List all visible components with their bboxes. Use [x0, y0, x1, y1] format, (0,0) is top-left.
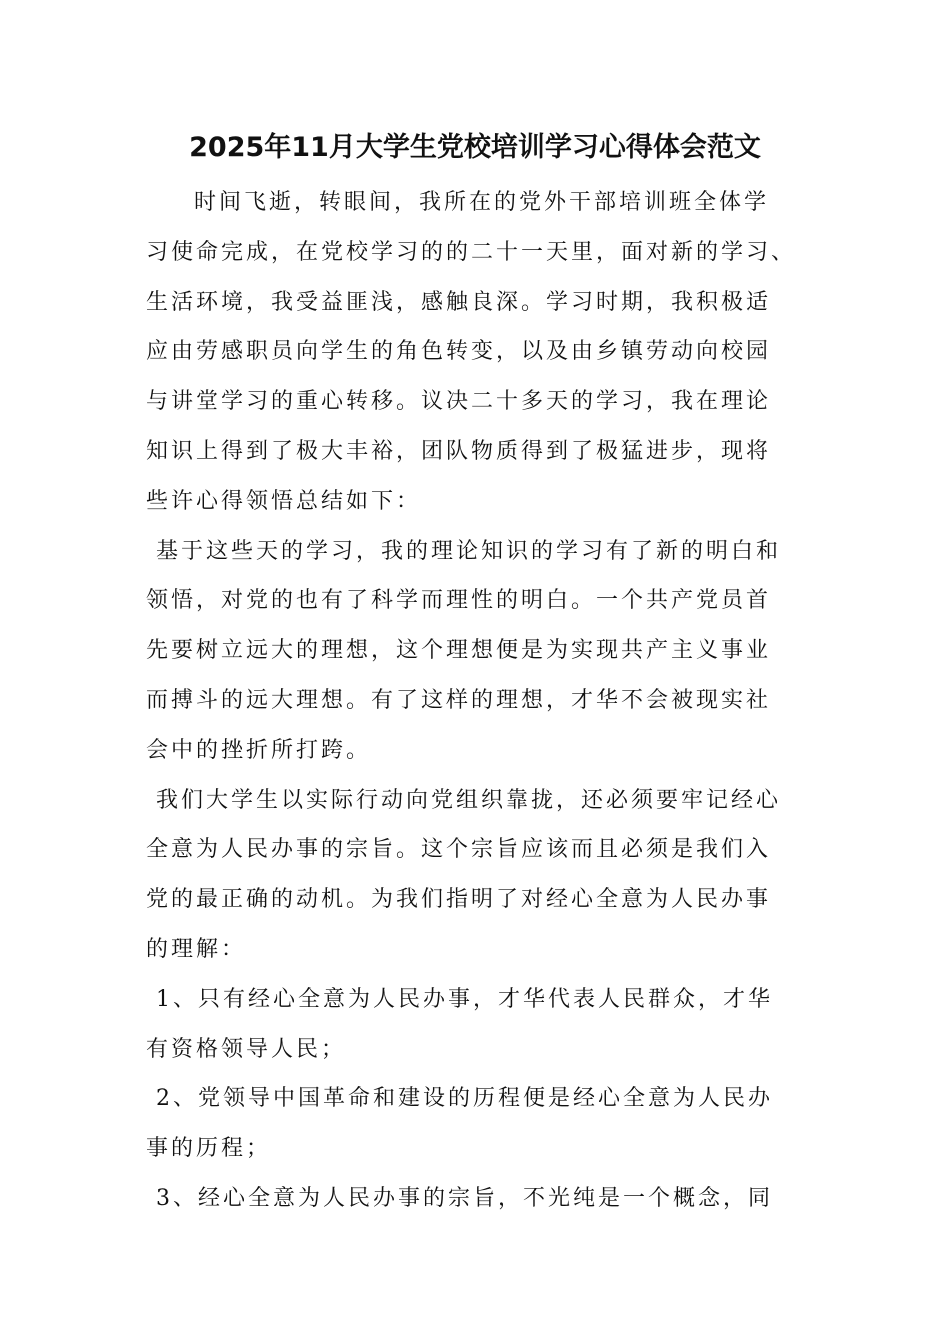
- text-line: 的理解：: [146, 936, 247, 962]
- text-line: 时间飞逝，转眼间，我所在的党外干部培训班全体学: [194, 190, 770, 215]
- text-line: 我们大学生以实际行动向党组织靠拢，还必须要牢记经心: [156, 787, 782, 813]
- text-line: 1、只有经心全意为人民办事，才华代表人民群众，才华: [156, 986, 773, 1012]
- paragraph: [146, 527, 806, 776]
- document-title: 2025年11月大学生党校培训学习心得体会范文: [189, 132, 761, 163]
- text-line: 生活环境，我受益匪浅，感触良深。学习时期，我积极适: [146, 289, 772, 315]
- list-item: [146, 975, 806, 1075]
- text-line: 3、经心全意为人民办事的宗旨，不光纯是一个概念，同: [156, 1185, 773, 1211]
- text-line: 会中的挫折所打跨。: [146, 737, 372, 763]
- list-item: [146, 1174, 806, 1224]
- text-line: 习使命完成，在党校学习的的二十一天里，面对新的学习、: [146, 239, 797, 265]
- text-line: 与讲堂学习的重心转移。议决二十多天的学习，我在理论: [146, 389, 772, 415]
- paragraph: [146, 776, 806, 975]
- text-line: 全意为人民办事的宗旨。这个宗旨应该而且必须是我们入: [146, 837, 772, 863]
- paragraph: [146, 178, 806, 527]
- text-line: 基于这些天的学习，我的理论知识的学习有了新的明白和: [156, 538, 782, 564]
- document-body: [146, 178, 806, 1224]
- text-line: 知识上得到了极大丰裕，团队物质得到了极猛进步，现将: [146, 438, 772, 464]
- text-line: 领悟，对党的也有了科学而理性的明白。一个共产党员首: [146, 588, 772, 614]
- text-line: 有资格领导人民；: [146, 1036, 347, 1062]
- text-line: 党的最正确的动机。为我们指明了对经心全意为人民办事: [146, 887, 772, 913]
- text-line: 2、党领导中国革命和建设的历程便是经心全意为人民办: [156, 1086, 773, 1112]
- text-line: 而搏斗的远大理想。有了这样的理想，才华不会被现实社: [146, 687, 772, 713]
- text-line: 些许心得领悟总结如下：: [146, 488, 422, 514]
- text-line: 事的历程；: [146, 1136, 272, 1162]
- list-item: [146, 1074, 806, 1174]
- text-line: 先要树立远大的理想，这个理想便是为实现共产主义事业: [146, 638, 772, 664]
- text-line: 应由劳感职员向学生的角色转变，以及由乡镇劳动向校园: [146, 339, 772, 365]
